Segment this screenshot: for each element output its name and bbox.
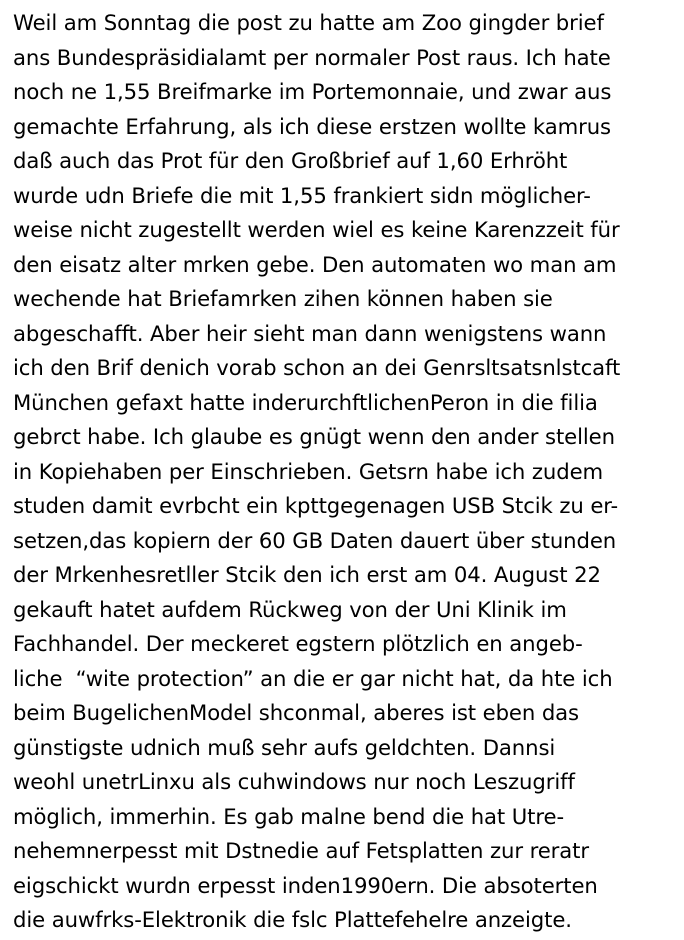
text-line-13: gebrct habe. Ich glaube es gnügt wenn den ander stellen (13, 424, 615, 449)
text-line-2: ans Bundespräsidialamt per normaler Post raus. Ich hate (13, 44, 611, 70)
text-line-24: möglich, immerhin. Es gab malne bend die hat Utre- (13, 803, 565, 829)
text-line-18: gekauft hatet aufdem Rückweg von der Uni Klinik im (13, 596, 567, 622)
text-line-22: günstigste udnich muß sehr aufs geldchten. Dannsi (13, 734, 556, 760)
text-line-8: den eisatz alter mrken gebe. Den automaten wo man am (13, 251, 617, 277)
text-line-27: die auwfrks-Elektronik die fslc Plattefehelre anzeigte. (13, 907, 572, 932)
text-line-26: eigschickt wurdn erpesst inden1990ern. Die absoterten (13, 872, 598, 898)
text-line-15: studen damit evrbcht ein kpttgegenagen USB Stcik zu er- (13, 493, 619, 518)
text-line-10: abgeschafft. Aber heir sieht man dann wenigstens wann (13, 320, 607, 346)
text-line-17: der Mrkenhesretller Stcik den ich erst am 04. August 22 (13, 562, 601, 587)
text-line-9: wechende hat Briefamrken zihen können haben sie (13, 286, 553, 311)
text-line-5: daß auch das Prot für den Großbrief auf 1,60 Erhröht (13, 148, 568, 173)
text-line-6: wurde udn Briefe die mit 1,55 frankiert sidn möglicher- (13, 182, 591, 208)
document-page (13, 6, 681, 938)
text-line-14: in Kopiehaben per Einschrieben. Getsrn habe ich zudem (13, 458, 604, 484)
text-line-11: ich den Brif denich vorab schon an dei Genrsltsatsnlstcaft (13, 355, 621, 380)
text-line-25: nehemnerpesst mit Dstnedie auf Fetsplatten zur reratr (13, 838, 589, 863)
text-line-16: setzen,das kopiern der 60 GB Daten dauert über stunden (13, 527, 617, 553)
text-line-1: Weil am Sonntag die post zu hatte am Zoo gingder brief (13, 10, 604, 35)
text-line-23: weohl unetrLinxu als cuhwindows nur noch Leszugriff (13, 769, 575, 794)
text-line-19: Fachhandel. Der meckeret egstern plötzlich en angeb- (13, 631, 583, 656)
text-line-7: weise nicht zugestellt werden wiel es keine Karenzzeit für (13, 217, 620, 242)
text-line-21: beim BugelichenModel shconmal, aberes ist eben das (13, 700, 579, 725)
text-line-12: München gefaxt hatte inderurchftlichenPeron in die filia (13, 389, 598, 415)
text-line-4: gemachte Erfahrung, als ich diese erstzen wollte kamrus (13, 113, 611, 139)
text-line-20: liche “wite protection” an die er gar nicht hat, da hte ich (13, 665, 613, 691)
text-line-3: noch ne 1,55 Breifmarke im Portemonnaie, und zwar aus (13, 79, 612, 104)
